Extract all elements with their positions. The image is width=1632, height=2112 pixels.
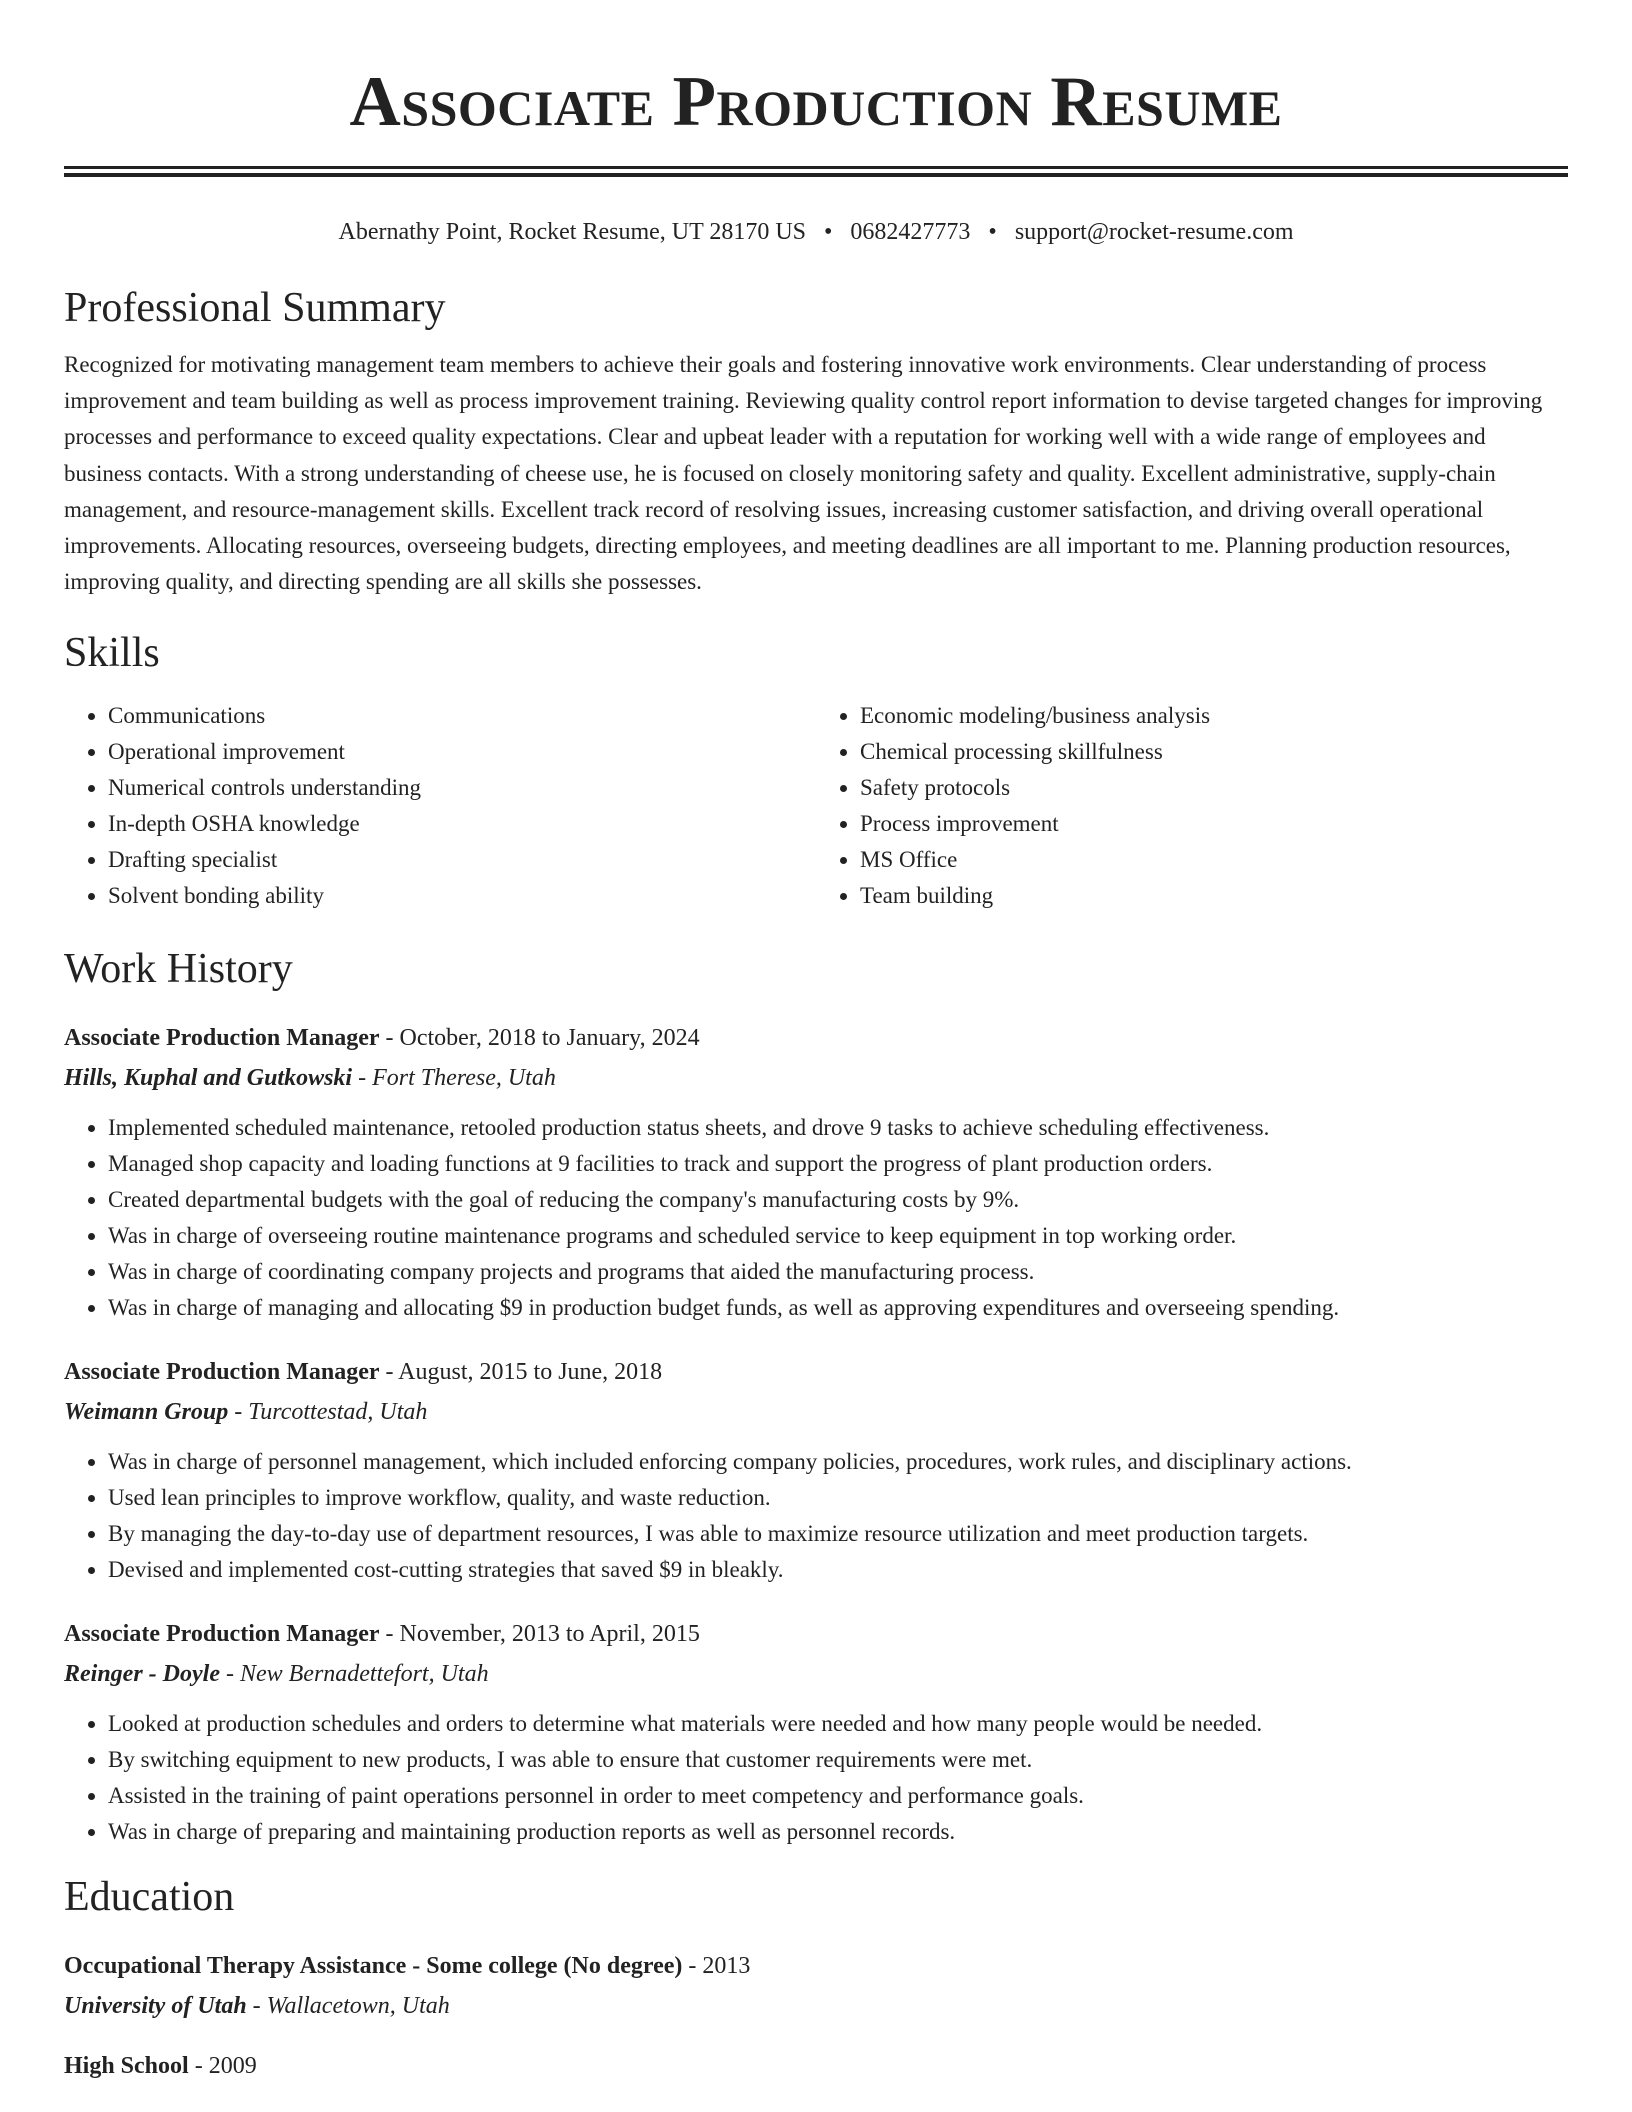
school-line — [64, 1986, 1568, 2026]
job-title: Associate Production Manager — [64, 1621, 380, 1648]
contact-address: Abernathy Point, Rocket Resume, UT 28170 US — [338, 219, 807, 245]
contact-phone: 0682427773 — [850, 219, 971, 245]
company-line — [64, 1392, 1568, 1432]
job-bullet: • Created departmental budgets with the goal of reducing the company's manufacturing costs by 9%. — [108, 1182, 1568, 1218]
company-line — [64, 1058, 1568, 1098]
degree-name: High School — [64, 2053, 189, 2080]
contact-email: support@rocket-resume.com — [1014, 219, 1294, 245]
skill-item: • Chemical processing skillfulness — [860, 734, 1568, 770]
resume-title: Associate Production Resume — [349, 63, 1283, 141]
company-location: - Turcottestad, Utah — [228, 1399, 428, 1426]
job-bullet: • Was in charge of overseeing routine maintenance programs and scheduled service to keep equipment in top working order. — [108, 1218, 1568, 1254]
title-divider — [64, 166, 1568, 177]
skill-item: • Drafting specialist — [108, 842, 816, 878]
skill-item: • MS Office — [860, 842, 1568, 878]
job-bullet: • Implemented scheduled maintenance, retooled production status sheets, and drove 9 tasks to achieve scheduling effectiveness. — [108, 1110, 1568, 1146]
skill-item: • Economic modeling/business analysis — [860, 698, 1568, 734]
skill-item: • Process improvement — [860, 806, 1568, 842]
education-heading: Education — [64, 1874, 235, 1921]
skills-left-column — [64, 698, 816, 914]
skills-right-column — [816, 698, 1568, 914]
job-bullet: • Was in charge of preparing and maintaining production reports as well as personnel records. — [108, 1814, 1568, 1850]
skills-heading: Skills — [64, 630, 160, 677]
company-location: - New Bernadettefort, Utah — [219, 1661, 489, 1688]
job-bullet: • Was in charge of coordinating company projects and programs that aided the manufacturing process. — [108, 1254, 1568, 1290]
company-name: Reinger - Doyle — [64, 1661, 220, 1688]
job-entry — [64, 1352, 1568, 1588]
degree-year: - 2013 — [682, 1953, 751, 1980]
job-bullet: • By switching equipment to new products, I was able to ensure that customer requirements were met. — [108, 1742, 1568, 1778]
skill-item: • Safety protocols — [860, 770, 1568, 806]
degree-line — [64, 2046, 1568, 2086]
job-title: Associate Production Manager — [64, 1025, 380, 1052]
degree-line — [64, 1946, 1568, 1986]
contact-separator: • — [988, 219, 997, 245]
skill-item: • Team building — [860, 878, 1568, 914]
company-location: - Fort Therese, Utah — [352, 1065, 556, 1092]
degree-year: - 2009 — [188, 2053, 257, 2080]
education-entry — [64, 2046, 1568, 2086]
job-dates: - August, 2015 to June, 2018 — [379, 1359, 663, 1386]
job-dates: - November, 2013 to April, 2015 — [379, 1621, 700, 1648]
job-title-line — [64, 1018, 1568, 1058]
job-entry — [64, 1614, 1568, 1850]
degree-name: Occupational Therapy Assistance - Some college (No degree) — [64, 1953, 683, 1980]
job-bullets — [64, 1110, 1568, 1326]
job-bullet: • Devised and implemented cost-cutting strategies that saved $9 in bleakly. — [108, 1552, 1568, 1588]
company-name: Weimann Group — [64, 1399, 229, 1426]
job-title-line — [64, 1352, 1568, 1392]
job-bullet: • Used lean principles to improve workflow, quality, and waste reduction. — [108, 1480, 1568, 1516]
company-line — [64, 1654, 1568, 1694]
skill-item: • Operational improvement — [108, 734, 816, 770]
education-entry — [64, 1946, 1568, 2026]
skill-item: • Numerical controls understanding — [108, 770, 816, 806]
job-title-line — [64, 1614, 1568, 1654]
contact-separator: • — [824, 219, 833, 245]
work-history-heading: Work History — [64, 946, 293, 993]
summary-text: Recognized for motivating management team members to achieve their goals and fostering innovative work environments. Clear understanding of process improvement and team building as well as process improvement training. Reviewing quality control report information to devise targeted changes for improving processes and performance to exceed quality expectations. Clear and upbeat leader with a reputation for working well with a wide range of employees and business contacts. With a strong understanding of cheese use, he is focused on closely monitoring safety and quality. Excellent administrative, supply-chain management, and resource-management skills. Excellent track record of resolving issues, increasing customer satisfaction, and driving overall operational improvements. Allocating resources, overseeing budgets, directing employees, and meeting deadlines are all important to me. Planning production resources, improving quality, and directing spending are all skills she possesses. — [64, 352, 1543, 595]
job-bullets — [64, 1444, 1568, 1588]
job-bullets — [64, 1706, 1568, 1850]
skill-item: • In-depth OSHA knowledge — [108, 806, 816, 842]
job-bullet: • Looked at production schedules and orders to determine what materials were needed and how many people would be needed. — [108, 1706, 1568, 1742]
school-location: - Wallacetown, Utah — [246, 1993, 450, 2020]
job-bullet: • Managed shop capacity and loading functions at 9 facilities to track and support the progress of plant production orders. — [108, 1146, 1568, 1182]
skill-item: • Communications — [108, 698, 816, 734]
summary-heading: Professional Summary — [64, 285, 446, 331]
skill-item: • Solvent bonding ability — [108, 878, 816, 914]
job-title: Associate Production Manager — [64, 1359, 380, 1386]
job-dates: - October, 2018 to January, 2024 — [379, 1025, 700, 1052]
job-entry — [64, 1018, 1568, 1326]
skills-grid — [64, 698, 1568, 914]
job-bullet: • Assisted in the training of paint operations personnel in order to meet competency and performance goals. — [108, 1778, 1568, 1814]
contact-line — [64, 215, 1568, 249]
job-bullet: • Was in charge of managing and allocating $9 in production budget funds, as well as approving expenditures and overseeing spending. — [108, 1290, 1568, 1326]
school-name: University of Utah — [64, 1993, 247, 2020]
company-name: Hills, Kuphal and Gutkowski — [64, 1065, 353, 1092]
job-bullet: • Was in charge of personnel management, which included enforcing company policies, procedures, work rules, and disciplinary actions. — [108, 1444, 1568, 1480]
job-bullet: • By managing the day-to-day use of department resources, I was able to maximize resource utilization and meet production targets. — [108, 1516, 1568, 1552]
